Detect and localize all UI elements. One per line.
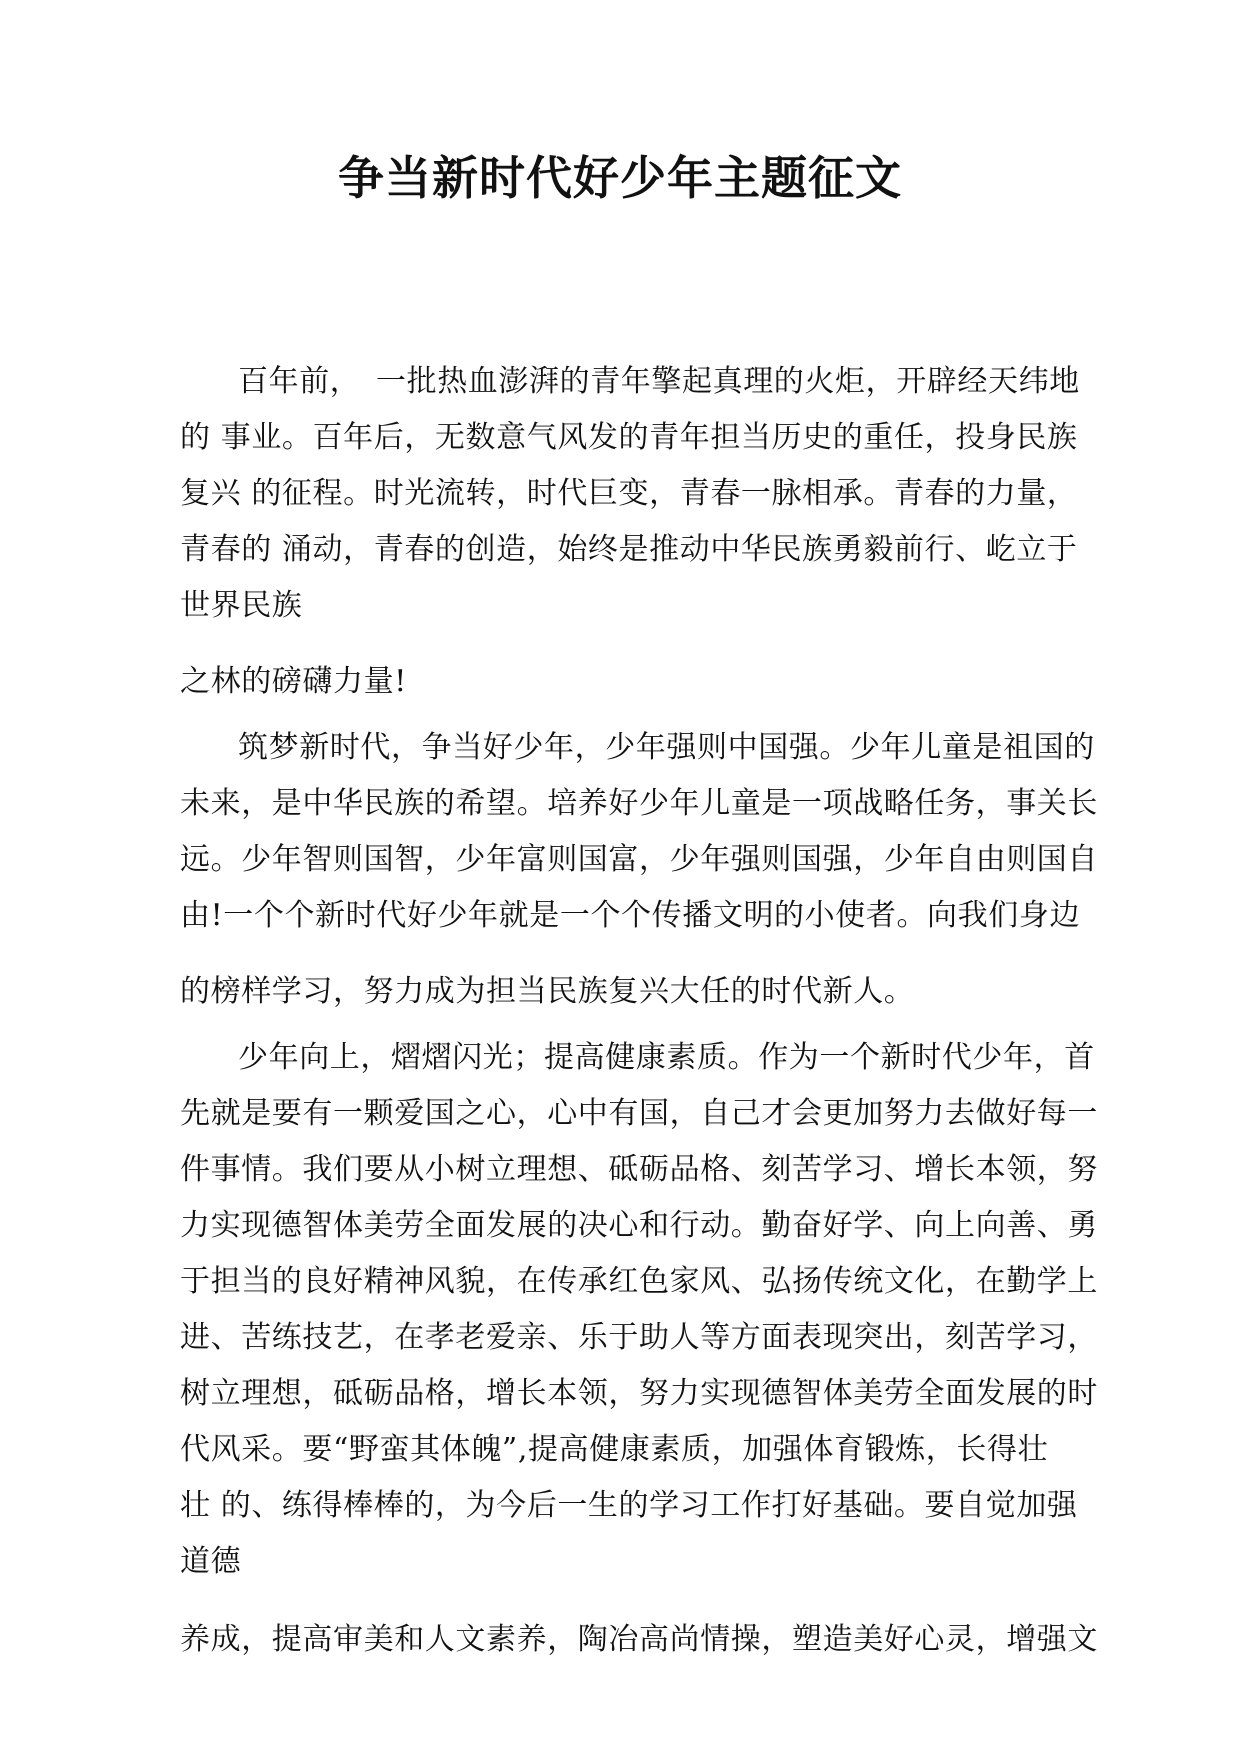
paragraph-line: 进、苦练技艺，在孝老爱亲、乐于助人等方面表现突出，刻苦学习， xyxy=(180,1320,1098,1355)
paragraph-line: 养成，提高审美和人文素养，陶冶高尚情操，塑造美好心灵，增强文 xyxy=(180,1622,1098,1657)
paragraph-line: 百年前， 一批热血澎湃的青年擎起真理的火炬，开辟经天纬地 xyxy=(238,364,1080,399)
paragraph-line: 青春的 涌动，青春的创造，始终是推动中华民族勇毅前行、屹立于 xyxy=(180,532,1078,567)
paragraph-line: 少年向上，熠熠闪光；提高健康素质。作为一个新时代少年，首 xyxy=(238,1040,1095,1075)
paragraph-line: 树立理想，砥砺品格，增长本领，努力实现德智体美劳全面发展的时 xyxy=(180,1376,1098,1411)
paragraph-line: 未来，是中华民族的希望。培养好少年儿童是一项战略任务，事关长 xyxy=(180,786,1098,821)
paragraph-line: 复兴 的征程。时光流转，时代巨变，青春一脉相承。青春的力量， xyxy=(180,476,1078,511)
paragraph-line: 于担当的良好精神风貌，在传承红色家风、弘扬传统文化，在勤学上 xyxy=(180,1264,1098,1299)
paragraph-line: 远。少年智则国智，少年富则国富，少年强则国强，少年自由则国自 xyxy=(180,842,1098,877)
paragraph-line: 力实现德智体美劳全面发展的决心和行动。勤奋好学、向上向善、勇 xyxy=(180,1208,1098,1243)
paragraph-line: 件事情。我们要从小树立理想、砥砺品格、刻苦学习、增长本领，努 xyxy=(180,1152,1098,1187)
paragraph-line: 筑梦新时代，争当好少年，少年强则中国强。少年儿童是祖国的 xyxy=(238,730,1095,765)
paragraph-line: 代风采。要“野蛮其体魄”,提高健康素质，加强体育锻炼，长得壮 xyxy=(180,1432,1049,1467)
paragraph-line: 的 事业。百年后，无数意气风发的青年担当历史的重任，投身民族 xyxy=(180,420,1078,455)
document-title: 争当新时代好少年主题征文 xyxy=(338,151,902,205)
paragraph-line: 由!一个个新时代好少年就是一个个传播文明的小使者。向我们身边 xyxy=(180,898,1081,933)
paragraph-line: 道德 xyxy=(180,1544,242,1579)
paragraph-line: 世界民族 xyxy=(180,588,303,623)
paragraph-line: 先就是要有一颗爱国之心，心中有国，自己才会更加努力去做好每一 xyxy=(180,1096,1098,1131)
paragraph-line: 之林的磅礴力量! xyxy=(180,664,407,699)
paragraph-line: 壮 的、练得棒棒的，为今后一生的学习工作打好基础。要自觉加强 xyxy=(180,1488,1078,1523)
paragraph-line: 的榜样学习，努力成为担当民族复兴大任的时代新人。 xyxy=(180,974,915,1009)
